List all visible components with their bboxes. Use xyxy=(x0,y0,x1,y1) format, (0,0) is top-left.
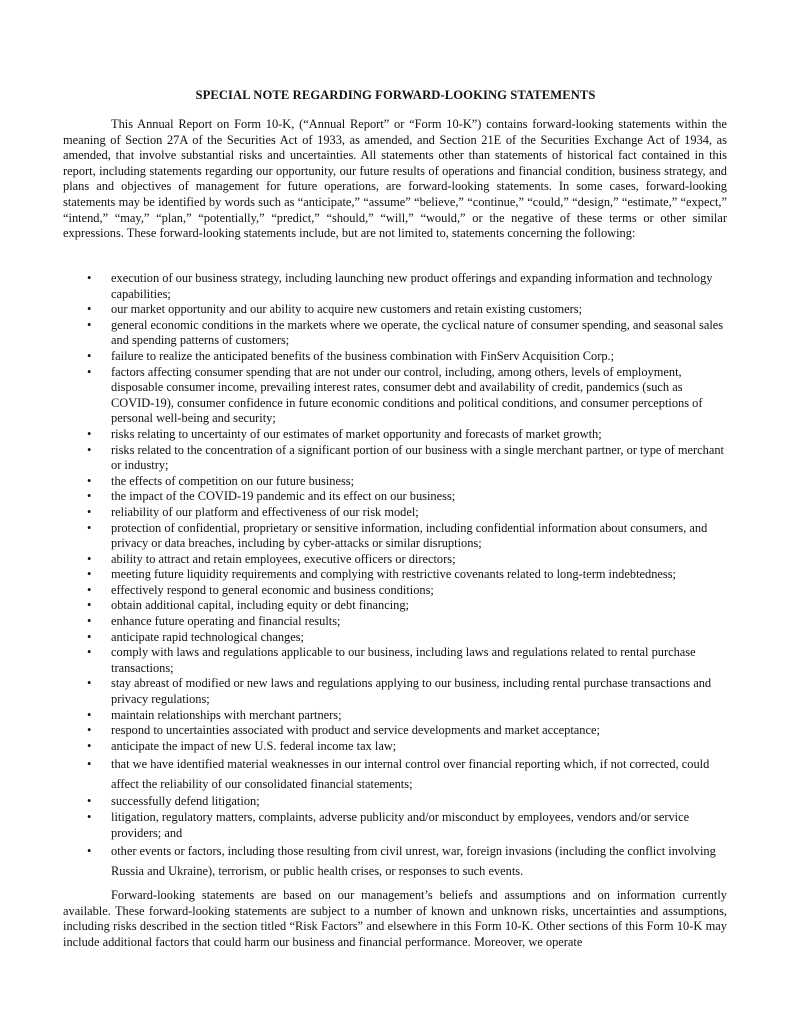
list-item-text: our market opportunity and our ability to acquire new customers and retain existing customers; xyxy=(111,302,583,317)
bullet-glyph: • xyxy=(87,489,92,504)
bullet-glyph: • xyxy=(87,844,92,859)
list-item xyxy=(63,443,727,474)
list-item-text: that we have identified material weaknesses in our internal control over financial reporting which, if not corrected, could affect the reliability of our consolidated financial statements; xyxy=(111,757,710,792)
list-item-text: respond to uncertainties associated with product and service developments and market acceptance; xyxy=(111,723,600,738)
list-item xyxy=(63,754,727,794)
bullet-glyph: • xyxy=(87,317,92,332)
list-item-text: successfully defend litigation; xyxy=(111,794,260,809)
list-item xyxy=(63,708,727,724)
bullet-glyph: • xyxy=(87,567,92,582)
list-item-text: anticipate rapid technological changes; xyxy=(111,629,305,644)
list-item xyxy=(63,271,727,302)
list-item-text: obtain additional capital, including equity or debt financing; xyxy=(111,598,409,613)
list-item-text: the effects of competition on our future business; xyxy=(111,473,355,488)
list-item-text: reliability of our platform and effectiveness of our risk model; xyxy=(111,504,419,519)
bullet-glyph: • xyxy=(87,520,92,535)
list-item xyxy=(63,645,727,676)
list-item-text: enhance future operating and financial results; xyxy=(111,614,341,629)
list-item-text: protection of confidential, proprietary or sensitive information, including confidential information about consumers, and privacy or data breaches, including by cyber-attacks or similar disruptions; xyxy=(111,520,708,551)
bullet-glyph: • xyxy=(87,794,92,809)
bullet-glyph: • xyxy=(87,364,92,379)
list-item-text: anticipate the impact of new U.S. federal income tax law; xyxy=(111,738,397,753)
list-item-text: comply with laws and regulations applicable to our business, including laws and regulations related to rental purchase transactions; xyxy=(111,645,696,675)
bullet-glyph: • xyxy=(87,302,92,317)
list-item xyxy=(63,810,727,841)
list-item xyxy=(63,427,727,443)
list-item-text: execution of our business strategy, including launching new product offerings and expanding information and technology capabilities; xyxy=(111,271,713,301)
list-item xyxy=(63,841,727,881)
list-item xyxy=(63,349,727,365)
closing-paragraph: Forward-looking statements are based on our management’s beliefs and assumptions and on information currently available. These forward-looking statements are subject to a number of known and unknown risks, uncertainties and assumptions, including risks described in the section titled “Risk Factors” and elsewhere in this Form 10-K. Other sections of this Form 10-K may include additional factors that could harm our business and financial performance. Moreover, we operate xyxy=(63,888,727,949)
list-item-text: maintain relationships with merchant partners; xyxy=(111,707,342,722)
list-item-text: litigation, regulatory matters, complaints, adverse publicity and/or misconduct by employees, vendors and/or service providers; and xyxy=(111,810,690,840)
list-item-text: stay abreast of modified or new laws and regulations applying to our business, including rental purchase transactions and privacy regulations; xyxy=(111,676,712,707)
bullet-glyph: • xyxy=(87,723,92,738)
intro-paragraph: This Annual Report on Form 10-K, (“Annual Report” or “Form 10-K”) contains forward-looking statements within the meaning of Section 27A of the Securities Act of 1933, as amended, and Section 21E of the Securities Exchange Act of 1934, as amended, that involve substantial risks and uncertainties. All statements other than statements of historical fact contained in this report, including statements regarding our opportunity, our future results of operations and financial condition, business strategy, and plans and objectives of management for future operations, are forward-looking statements. In some cases, forward-looking statements may be identified by words such as “anticipate,” “assume” “believe,” “continue,” “could,” “design,” “estimate,” “expect,” “intend,” “may,” “plan,” “potentially,” “predict,” “should,” “will,” “would,” or the negative of these terms or other similar expressions. These forward-looking statements include, but are not limited to, statements concerning the following: xyxy=(63,117,727,241)
list-item xyxy=(63,723,727,739)
list-item-text: other events or factors, including those resulting from civil unrest, war, foreign invasions (including the conflict involving Russia and Ukraine), terrorism, or public health crises, or responses to such events. xyxy=(111,844,716,879)
bullet-glyph: • xyxy=(87,426,92,441)
list-item xyxy=(63,505,727,521)
list-item xyxy=(63,318,727,349)
bullet-glyph: • xyxy=(87,442,92,457)
bullet-glyph: • xyxy=(87,504,92,519)
bullet-glyph: • xyxy=(87,645,92,660)
bullet-glyph: • xyxy=(87,271,92,285)
list-item xyxy=(63,583,727,599)
bullet-glyph: • xyxy=(87,629,92,644)
list-item-text: effectively respond to general economic and business conditions; xyxy=(111,582,434,597)
list-item-text: failure to realize the anticipated benefits of the business combination with FinServ Acquisition Corp.; xyxy=(111,348,615,363)
list-item xyxy=(63,521,727,552)
list-item xyxy=(63,567,727,583)
list-item xyxy=(63,302,727,318)
list-item xyxy=(63,614,727,630)
list-item-text: general economic conditions in the markets where we operate, the cyclical nature of consumer spending, and seasonal sales and spending patterns of customers; xyxy=(111,317,724,348)
list-item-text: the impact of the COVID-19 pandemic and its effect on our business; xyxy=(111,489,456,504)
bullet-glyph: • xyxy=(87,738,92,753)
page-title: SPECIAL NOTE REGARDING FORWARD-LOOKING STATEMENTS xyxy=(195,88,596,102)
list-item xyxy=(63,676,727,707)
bullet-glyph: • xyxy=(87,676,92,691)
list-item xyxy=(63,474,727,490)
bullet-glyph: • xyxy=(87,551,92,566)
list-item-text: ability to attract and retain employees, executive officers or directors; xyxy=(111,551,456,566)
list-item xyxy=(63,365,727,427)
bullet-glyph: • xyxy=(87,473,92,488)
bullet-glyph: • xyxy=(87,582,92,597)
bullet-glyph: • xyxy=(87,348,92,363)
list-item xyxy=(63,598,727,614)
forward-looking-factors-list xyxy=(63,271,727,881)
list-item xyxy=(63,630,727,646)
list-item xyxy=(63,552,727,568)
list-item xyxy=(63,489,727,505)
bullet-glyph: • xyxy=(87,614,92,629)
list-item-text: risks relating to uncertainty of our estimates of market opportunity and forecasts of market growth; xyxy=(111,426,602,441)
list-item-text: factors affecting consumer spending that are not under our control, including, among others, levels of employment, disposable consumer income, prevailing interest rates, consumer debt and availability of credit, pandemics (such as COVID-19), consumer confidence in future economic conditions and political conditions, and consumer perceptions of personal well-being and security; xyxy=(111,364,703,426)
list-item xyxy=(63,739,727,755)
bullet-glyph: • xyxy=(87,757,92,772)
bullet-glyph: • xyxy=(87,707,92,722)
list-item-text: meeting future liquidity requirements and complying with restrictive covenants related to long-term indebtedness; xyxy=(111,567,676,582)
bullet-glyph: • xyxy=(87,810,92,824)
list-item xyxy=(63,794,727,810)
list-item-text: risks related to the concentration of a significant portion of our business with a single merchant partner, or type of merchant or industry; xyxy=(111,442,724,473)
bullet-glyph: • xyxy=(87,598,92,613)
